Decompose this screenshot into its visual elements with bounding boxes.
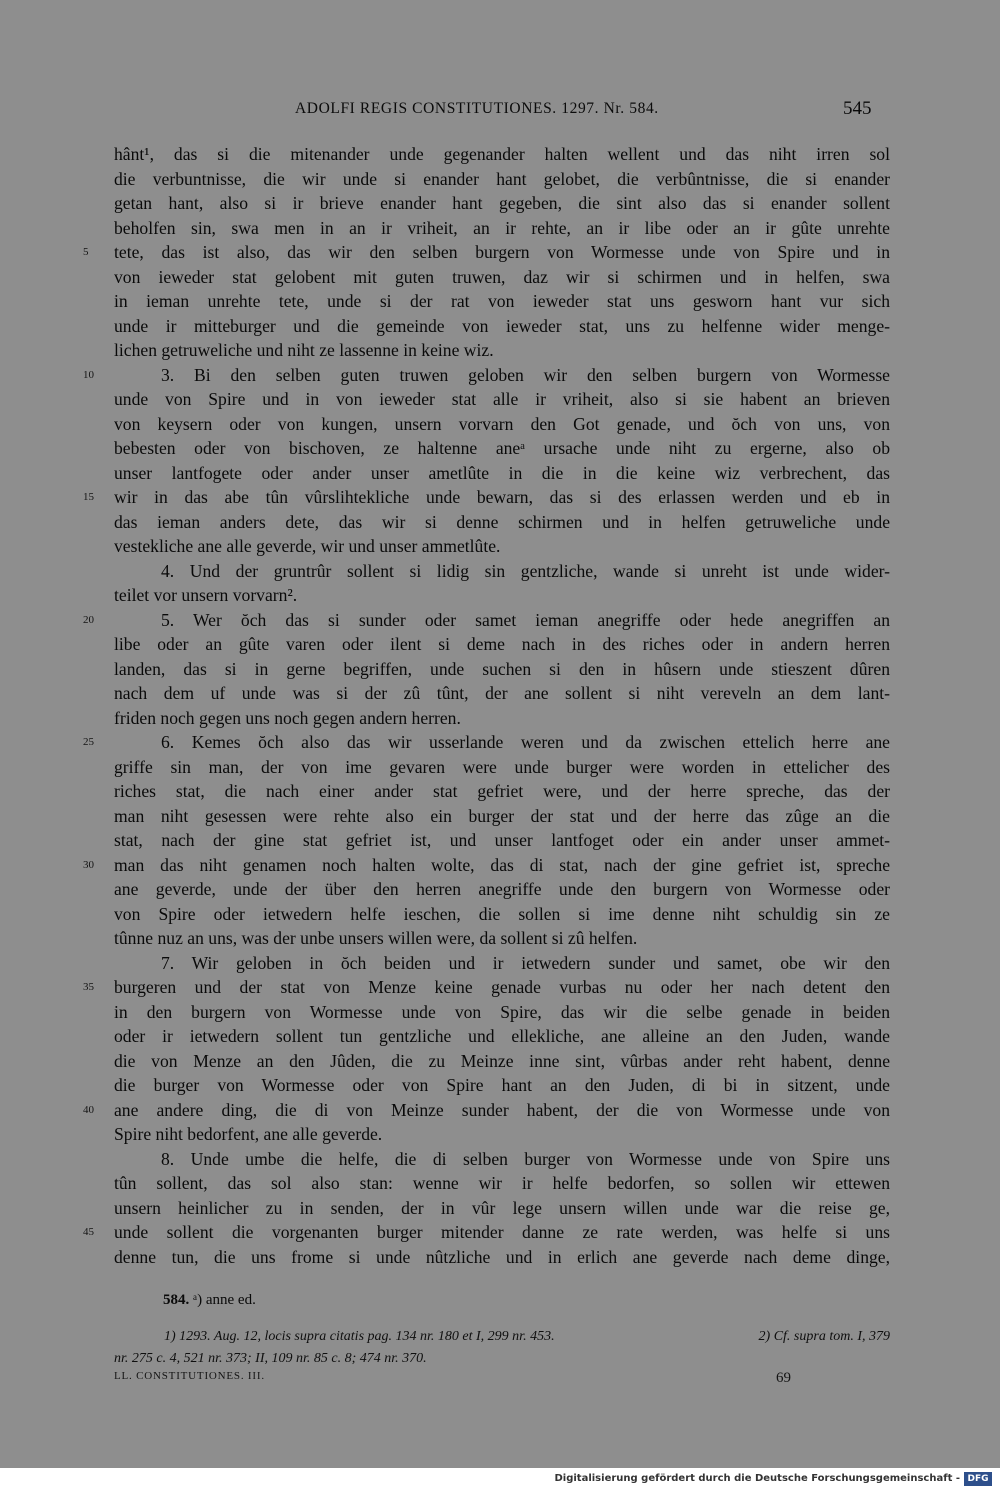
text-line: tûnne nuz an uns, was der unbe unsers willen were, da sollent si zû helfen. — [114, 928, 638, 948]
text-line: nach dem uf unde was si der zû tûnt, der ane sollent si niht vereveln an dem lant- — [114, 683, 890, 703]
line-number: 35 — [83, 981, 94, 993]
text-line: hânt¹, das si die mitenander unde gegenander halten wellent und das niht irren sol — [114, 144, 890, 164]
text-line: griffe sin man, der von ime gevaren were unde burger were worden in ettelicher des — [114, 756, 890, 777]
text-line: stat, nach der gine stat gefriet ist, und unser lantfoget oder ein ander unser ammet- — [114, 830, 890, 850]
variant-footnote-number: 584. — [163, 1292, 190, 1308]
text-line: in den burgern von Wormesse unde von Spire, das wir die selbe genade in beiden — [114, 1001, 890, 1022]
line-number: 10 — [83, 368, 94, 381]
running-head-title: ADOLFI REGIS CONSTITUTIONES. 1297. Nr. 584. — [295, 100, 659, 117]
line-number: 5 — [83, 246, 89, 258]
footnote-continuation: nr. 275 c. 4, 521 nr. 373; II, 109 nr. 85 c. 8; 474 nr. 370. — [114, 1351, 427, 1366]
text-line: unde von Spire und in von ieweder stat alle ir vriheit, also si sie habent an brieven — [114, 389, 890, 409]
line-number: 30 — [83, 858, 94, 871]
text-line: oder ir ietwedern sollent tun gentzliche und ellekliche, ane alleine an den Juden, wande — [114, 1026, 890, 1046]
text-line: das ieman anders dete, das wir si denne schirmen und in helfen getruweliche unde — [114, 511, 890, 532]
text-line: 5. Wer ŏch das si sunder oder samet ieman anegriffe oder hede anegriffen an — [161, 609, 890, 630]
line-number: 40 — [83, 1103, 94, 1116]
text-line: vestekliche ane alle geverde, wir und unser ammetlûte. — [114, 536, 501, 556]
text-line: landen, das si in gerne begriffen, unde suchen si den in hûsern unde stieszent dûren — [114, 658, 890, 679]
funding-banner-text: Digitalisierung gefördert durch die Deutsche Forschungsgemeinschaft - — [554, 1473, 960, 1484]
text-line: 6. Kemes ŏch also das wir usserlande weren und da zwischen ettelich herre ane — [161, 732, 890, 752]
text-line: denne tun, die uns frome si unde nûtzliche und in erlich ane geverde nach deme dinge, — [114, 1246, 890, 1267]
text-line: die von Menze an den Jûden, die zu Meinze inne sint, vûrbas ander reht habent, denne — [114, 1050, 890, 1071]
text-line: friden noch gegen uns noch gegen andern herren. — [114, 707, 461, 728]
line-number: 20 — [83, 613, 94, 626]
text-line: wir in das abe tûn vûrslihtekliche unde bewarn, das si des erlassen werden und eb in — [114, 487, 890, 507]
footnote-1: 1) 1293. Aug. 12, locis supra citatis pag. 134 nr. 180 et I, 299 nr. 453. — [164, 1329, 555, 1344]
variant-footnote — [163, 1292, 256, 1309]
text-line: die burger von Wormesse oder von Spire hant an den Juden, di bi in sitzent, unde — [114, 1075, 890, 1095]
text-line: bebesten oder von bischoven, ze haltenne aneᵃ ursache unde niht zu ergerne, also ob — [114, 438, 890, 458]
text-line: 3. Bi den selben guten truwen geloben wir den selben burgern von Wormesse — [161, 364, 890, 385]
text-line: von keysern oder von kungen, unsern vorvarn den Got genade, und ŏch von uns, von — [114, 413, 890, 434]
sheet-number: 69 — [776, 1370, 791, 1386]
text-line: getan hant, also si ir brieve enander hant gegeben, die sint also das si enander sollent — [114, 193, 890, 213]
line-number: 25 — [83, 736, 94, 748]
variant-footnote-text: ᵃ) anne ed. — [193, 1292, 256, 1308]
text-line: 7. Wir geloben in ŏch beiden und ir ietwedern sunder und samet, obe wir den — [161, 952, 890, 973]
text-line: unde sollent die vorgenanten burger mitender danne ze rate werden, was helfe si uns — [114, 1222, 890, 1242]
text-line: lichen getruweliche und niht ze lassenne in keine wiz. — [114, 340, 494, 360]
text-line: unde ir mitteburger und die gemeinde von ieweder stat, uns zu helfenne wider menge- — [114, 315, 890, 336]
dfg-logo-icon[interactable]: DFG — [964, 1472, 992, 1486]
text-line: 8. Unde umbe die helfe, die di selben burger von Wormesse unde von Spire uns — [161, 1148, 890, 1169]
text-line: riches stat, die nach einer ander stat gefriet were, und der herre spreche, das der — [114, 781, 890, 801]
text-line: burgeren und der stat von Menze keine genade vurbas nu oder her nach detent den — [114, 977, 890, 997]
running-head — [0, 96, 1000, 126]
funding-banner — [0, 1468, 1000, 1490]
text-line: libe oder an gûte varen oder ilent si deme nach in des riches oder in andern herren — [114, 634, 890, 654]
line-number: 45 — [83, 1226, 94, 1238]
text-line: unser lantfogete oder ander unser ametlûte in die in die keine wiz verbrechent, das — [114, 462, 890, 483]
footnote-2: 2) Cf. supra tom. I, 379 — [758, 1329, 890, 1344]
text-line: unsern heinlicher zu in senden, der in vûr lege unsern willen unde war die reise ge, — [114, 1197, 890, 1218]
text-line: von ieweder stat gelobent mit guten truwen, daz wir si schirmen und in helfen, swa — [114, 266, 890, 287]
text-line: 4. Und der gruntrûr sollent si lidig sin gentzliche, wande si unreht ist unde wider- — [161, 560, 890, 581]
text-line: beholfen sin, swa men in an ir vriheit, an ir rehte, an ir libe oder an ir gûte unrehte — [114, 217, 890, 238]
text-line: tûn sollent, das sol also stan: wenne wir ir helfe bedorfen, so sollen wir ettewen — [114, 1173, 890, 1193]
page-number: 545 — [843, 98, 872, 119]
text-line: in ieman unrehte tete, unde si der rat von ieweder stat uns gesworn hant vur sich — [114, 291, 890, 311]
footnote-line — [114, 1348, 890, 1370]
source-footnotes — [114, 1326, 890, 1370]
text-line: ane andere ding, die di von Meinze sunder habent, der die von Wormesse unde von — [114, 1099, 890, 1120]
text-line: Spire niht bedorfent, ane alle geverde. — [114, 1124, 383, 1144]
footnote-line — [114, 1326, 890, 1348]
text-line: man niht gesessen were rehte also ein burger der stat und der herre das zûge an die — [114, 805, 890, 826]
printer-signature: LL. CONSTITUTIONES. III. — [114, 1370, 265, 1382]
text-line: man das niht genamen noch halten wolte, das di stat, nach der gine gefriet ist, spreche — [114, 854, 890, 875]
text-line: die verbuntnisse, die wir unde si enander hant gelobet, die verbûntnisse, die si enander — [114, 168, 890, 189]
text-line: ane geverde, unde der über den herren anegriffe unde den burgern von Wormesse oder — [114, 879, 890, 899]
text-line: teilet vor unsern vorvarn². — [114, 585, 298, 605]
line-number: 15 — [83, 491, 94, 503]
text-line: von Spire oder ietwedern helfe ieschen, die sollen si ime denne niht schuldig sin ze — [114, 903, 890, 924]
text-line: tete, das ist also, das wir den selben burgern von Wormesse unde von Spire und in — [114, 242, 890, 262]
